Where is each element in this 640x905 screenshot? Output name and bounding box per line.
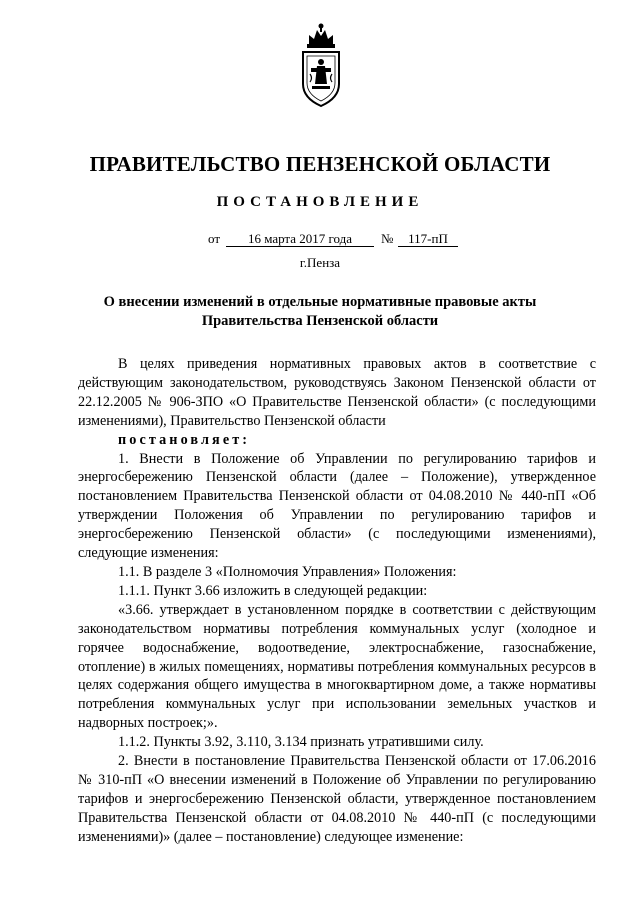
city: г.Пенза bbox=[299, 255, 341, 270]
resolve-heading: постановляет: bbox=[118, 431, 251, 448]
document-date: 16 марта 2017 года bbox=[226, 231, 374, 247]
body-paragraph: 1. Внести в Положение об Управлении по регулированию тарифов и энергосбережению Пензенской области (далее – Положение), утвержденное постановлением Правительства Пензенской области от 04.08.2010 № 440-пП «Об утверждении Положения об Управлении по регулированию тарифов и энергосбережению Пензенской области» (с последующими изменениями), следующие изменения: bbox=[78, 450, 596, 562]
body-paragraph: «3.66. утверждает в установленном порядке в соответствии с действующим законодательством нормативы потребления коммунальных услуг (холодное и горячее водоснабжение, водоотведение, электроснабжение, газоснабжение, отопление) в жилых помещениях, нормативы потребления коммунальных ресурсов в целях содержания общего имущества в многоквартирном доме, а также нормативы потребления коммунальных услуг при использовании земельных участков и надворных построек;». bbox=[78, 601, 596, 732]
date-prefix: от bbox=[208, 231, 221, 246]
document-number: 117-пП bbox=[398, 231, 458, 247]
document-type: ПОСТАНОВЛЕНИЕ bbox=[216, 194, 424, 210]
document-subject bbox=[0, 293, 640, 331]
subject-line: О внесении изменений в отдельные нормативные правовые акты bbox=[103, 294, 537, 310]
body-paragraph: В целях приведения нормативных правовых актов в соответствие с действующим законодательством, руководствуясь Законом Пензенской области от 22.12.2005 № 906-ЗПО «О Правительстве Пензенской области» (с последующими изменениями), Правительство Пензенской области bbox=[78, 356, 596, 429]
coat-of-arms-emblem bbox=[296, 22, 346, 108]
body-paragraph: 2. Внести в постановление Правительства Пензенской области от 17.06.2016 № 310-пП «О внесении изменений в Положение об Управлении по регулированию тарифов и энергосбережению Пензенской области, утвержденное постановлением Правительства Пензенской области от 04.08.2010 № 440-пП (с последующими изменениями)» (далее – постановление) следующее изменение: bbox=[78, 753, 596, 845]
body-paragraph: 1.1. В разделе 3 «Полномочия Управления» Положения: bbox=[118, 563, 457, 580]
government-title: ПРАВИТЕЛЬСТВО ПЕНЗЕНСКОЙ ОБЛАСТИ bbox=[89, 152, 551, 176]
subject-line: Правительства Пензенской области bbox=[201, 313, 439, 329]
document-body bbox=[78, 355, 596, 847]
date-number-line bbox=[0, 231, 640, 247]
number-prefix: № bbox=[381, 231, 394, 246]
body-paragraph: 1.1.1. Пункт 3.66 изложить в следующей редакции: bbox=[118, 582, 428, 599]
body-paragraph: 1.1.2. Пункты 3.92, 3.110, 3.134 признать утратившими силу. bbox=[118, 734, 484, 751]
